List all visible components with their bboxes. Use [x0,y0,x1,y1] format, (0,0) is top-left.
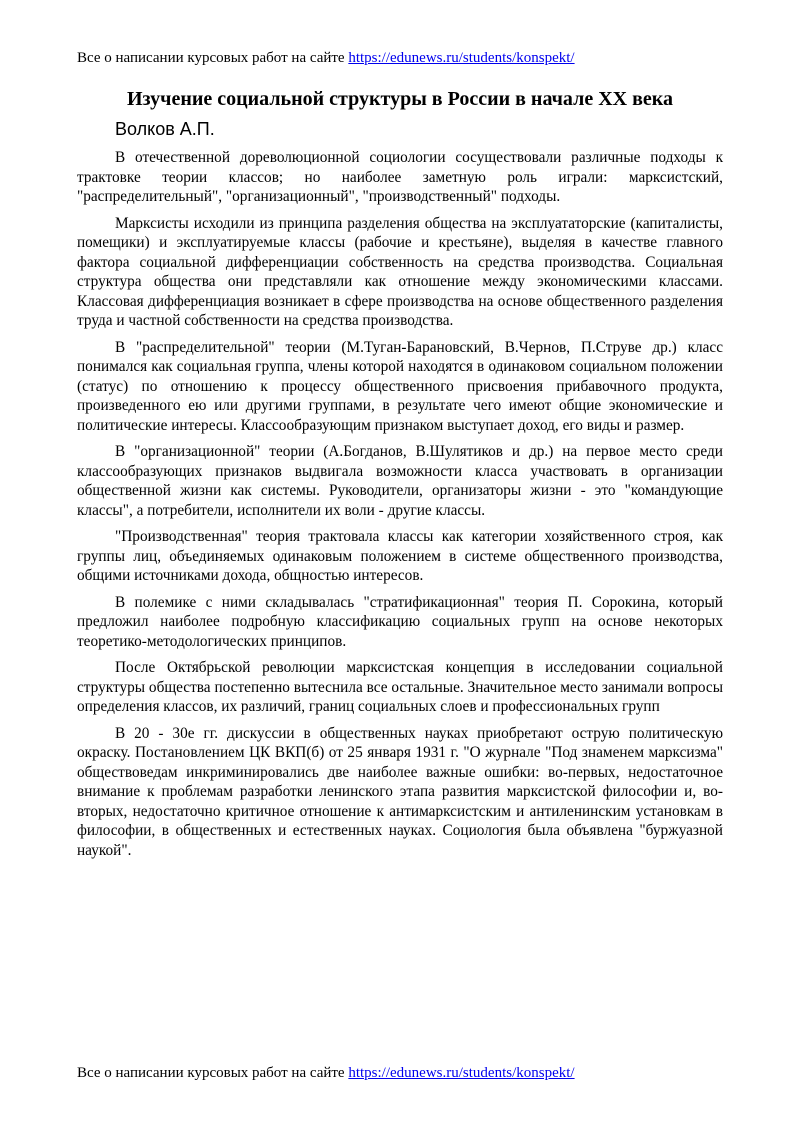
page-header [77,49,575,67]
footer-link[interactable]: https://edunews.ru/students/konspekt/ [348,1065,575,1081]
document-body [77,148,723,867]
header-link[interactable]: https://edunews.ru/students/konspekt/ [348,50,575,66]
paragraph-5: "Производственная" теория трактовала классы как категории хозяйственного строя, как группы лиц, объединяемых одинаковым положением в системе общественного производства, общими источниками дохода, общностью интересов. [77,528,723,584]
paragraph-8: В 20 - 30е гг. дискуссии в общественных науках приобретают острую политическую окраску. Постановлением ЦК ВКП(б) от 25 января 1931 г. "О журнале "Под знаменем марксизма" обществоведам инкриминировались две наиболее важные ошибки: во-первых, недостаточное внимание к проблемам разработки ленинского этапа развития марксистской философии и, во-вторых, недостаточно критичное отношение к антимарксистским и антиленинским установкам в философии, в общественных и естественных науках. Социология была объявлена "буржуазной наукой". [77,724,723,859]
paragraph-3: В "распределительной" теории (М.Туган-Барановский, В.Чернов, П.Струве др.) класс понимался как социальная группа, члены которой находятся в одинаковом социальном положении (статус) по отношению к процессу общественного присвоения прибавочного продукта, произведенного ею или другими группами, в результате чего имеют общие экономические и политические интересы. Классообразующим признаком выступает доход, его виды и размер. [77,338,723,434]
author-name: Волков А.П. [115,119,215,139]
paragraph-7: После Октябрьской революции марксистская концепция в исследовании социальной структуры общества постепенно вытеснила все остальные. Значительное место занимали вопросы определения классов, их различий, границ социальных слоев и профессиональных групп [77,659,723,715]
paragraph-6: В полемике с ними складывалась "стратификационная" теория П. Сорокина, который предложил наиболее подробную классификацию социальных групп на основе некоторых теоретико-методологических принципов. [77,593,723,650]
paragraph-2: Марксисты исходили из принципа разделения общества на эксплуататорские (капиталисты, помещики) и эксплуатируемые классы (рабочие и крестьяне), выделяя в качестве главного фактора социальной дифференциации собственность на средства производства. Социальная структура общества они представляли как отношение между экономическими классами. Классовая дифференциация возникает в сфере производства на основе общественного разделения труда и частной собственности на средства производства. [77,214,723,329]
paragraph-1: В отечественной дореволюционной социологии сосуществовали различные подходы к трактовке теории классов; но наиболее заметную роль играли: марксистский, "распределительный", "организационный", "производственный" подходы. [77,149,723,205]
footer-text: Все о написании курсовых работ на сайте [77,1065,349,1081]
page-footer [77,1064,575,1082]
paragraph-4: В "организационной" теории (А.Богданов, В.Шулятиков и др.) на первое место среди классообразующих признаков выдвигала возможности класса участвовать в организации общественной жизни как системы. Руководители, организаторы жизни - это "командующие классы", а потребители, исполнители их воли - другие классы. [77,443,723,519]
header-text: Все о написании курсовых работ на сайте [77,50,349,66]
document-title: Изучение социальной структуры в России в начале XX века [126,88,673,110]
